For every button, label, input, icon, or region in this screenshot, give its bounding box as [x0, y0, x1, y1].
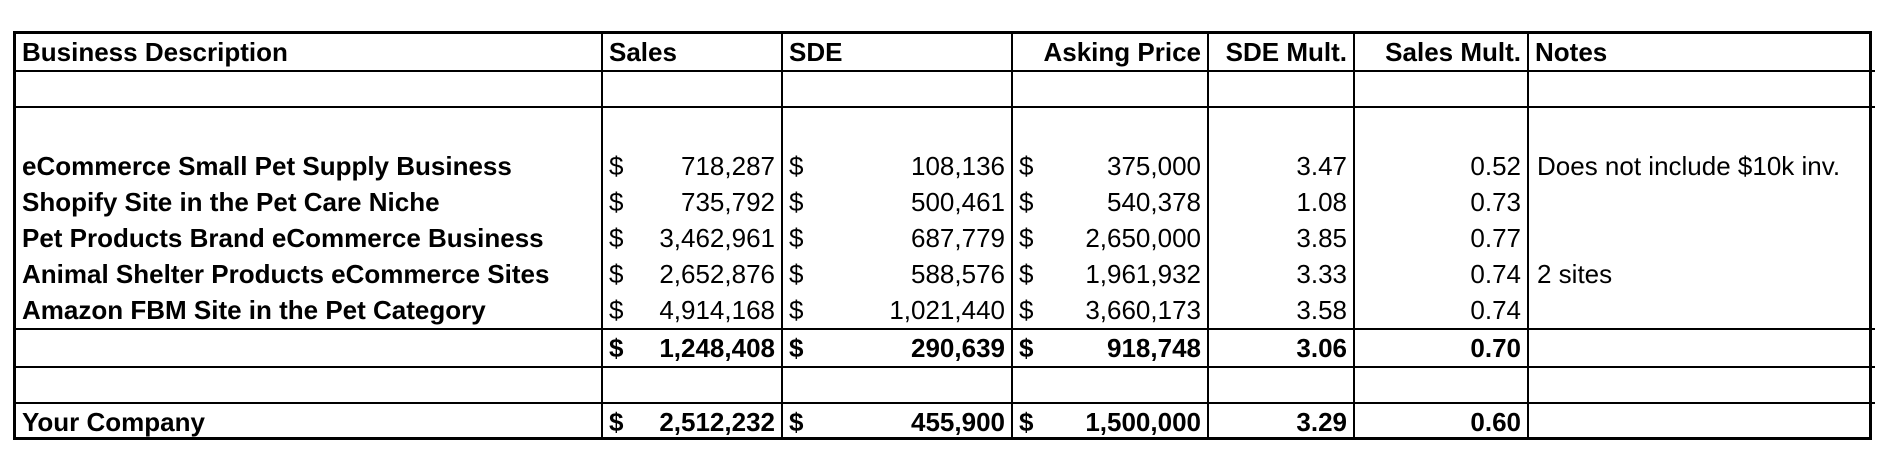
total-asking-price-cell: $ 918,748 — [1012, 329, 1208, 367]
asking-price-cell: $ 3,660,173 — [1012, 292, 1208, 329]
notes-cell — [1528, 220, 1875, 256]
notes-cell: 2 sites — [1528, 256, 1875, 292]
asking-price-cell: $ 375,000 — [1012, 148, 1208, 184]
description-cell: Pet Products Brand eCommerce Business — [22, 223, 544, 253]
sales-mult-cell: 0.77 — [1354, 220, 1528, 256]
description-cell: eCommerce Small Pet Supply Business — [22, 151, 512, 181]
totals-row — [16, 329, 1875, 367]
sde-mult-cell: 3.58 — [1208, 292, 1354, 329]
sales-mult-cell: 0.52 — [1354, 148, 1528, 184]
sde-mult-cell: 1.08 — [1208, 184, 1354, 220]
asking-price-cell: $ 1,961,932 — [1012, 256, 1208, 292]
sde-cell: $ 500,461 — [782, 184, 1012, 220]
sales-mult-cell: 0.73 — [1354, 184, 1528, 220]
total-sde-cell: $ 290,639 — [782, 329, 1012, 367]
sde-mult-cell: 3.47 — [1208, 148, 1354, 184]
header-asking-price: Asking Price — [1012, 34, 1208, 71]
company-sales-cell: $ 2,512,232 — [602, 403, 782, 440]
spacer-row — [16, 107, 1875, 148]
sales-cell: $ 4,914,168 — [602, 292, 782, 329]
company-description-cell: Your Company — [22, 407, 205, 437]
table-row — [16, 148, 1875, 184]
description-cell: Amazon FBM Site in the Pet Category — [22, 295, 486, 325]
sde-mult-cell: 3.85 — [1208, 220, 1354, 256]
blank-row — [16, 71, 1875, 107]
header-description: Business Description — [16, 34, 602, 71]
sde-mult-cell: 3.33 — [1208, 256, 1354, 292]
header-sde-mult: SDE Mult. — [1208, 34, 1354, 71]
table-row — [16, 292, 1875, 329]
total-sales-mult-cell: 0.70 — [1354, 329, 1528, 367]
blank-row — [16, 367, 1875, 403]
valuation-table — [13, 31, 1872, 440]
table-row — [16, 256, 1875, 292]
header-notes: Notes — [1528, 34, 1875, 71]
header-sales: Sales — [602, 34, 782, 71]
sales-cell: $ 735,792 — [602, 184, 782, 220]
asking-price-cell: $ 540,378 — [1012, 184, 1208, 220]
company-asking-price-cell: $ 1,500,000 — [1012, 403, 1208, 440]
notes-cell — [1528, 292, 1875, 329]
header-row — [16, 34, 1875, 71]
notes-cell — [1528, 184, 1875, 220]
sde-cell: $ 108,136 — [782, 148, 1012, 184]
sde-cell: $ 1,021,440 — [782, 292, 1012, 329]
sales-mult-cell: 0.74 — [1354, 256, 1528, 292]
company-sde-cell: $ 455,900 — [782, 403, 1012, 440]
table-row — [16, 220, 1875, 256]
sales-cell: $ 3,462,961 — [602, 220, 782, 256]
your-company-row — [16, 403, 1875, 440]
header-sales-mult: Sales Mult. — [1354, 34, 1528, 71]
asking-price-cell: $ 2,650,000 — [1012, 220, 1208, 256]
company-sde-mult-cell: 3.29 — [1208, 403, 1354, 440]
sales-mult-cell: 0.74 — [1354, 292, 1528, 329]
total-sde-mult-cell: 3.06 — [1208, 329, 1354, 367]
header-sde: SDE — [782, 34, 1012, 71]
description-cell: Shopify Site in the Pet Care Niche — [22, 187, 440, 217]
table-row — [16, 184, 1875, 220]
total-sales-cell: $ 1,248,408 — [602, 329, 782, 367]
sde-cell: $ 687,779 — [782, 220, 1012, 256]
description-cell: Animal Shelter Products eCommerce Sites — [22, 259, 550, 289]
notes-cell: Does not include $10k inv. — [1528, 148, 1875, 184]
sales-cell: $ 718,287 — [602, 148, 782, 184]
sales-cell: $ 2,652,876 — [602, 256, 782, 292]
sde-cell: $ 588,576 — [782, 256, 1012, 292]
company-sales-mult-cell: 0.60 — [1354, 403, 1528, 440]
